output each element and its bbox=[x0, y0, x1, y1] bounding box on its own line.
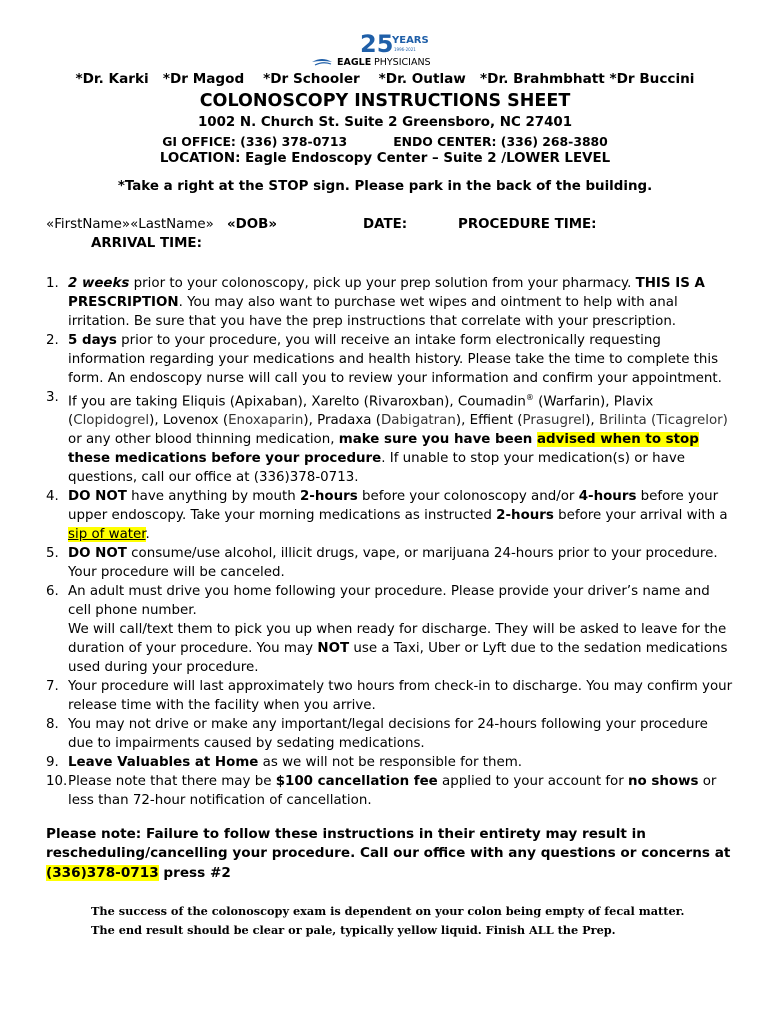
prep-success-note: The success of the colonoscopy exam is dependent on your colon being empty of fecal matter. The end result should be clear or pale, typically yellow liquid. Finish ALL the Prep. bbox=[91, 904, 685, 937]
closing-note bbox=[46, 825, 736, 883]
item-text: ), Lovenox ( bbox=[149, 413, 229, 429]
arrival-time-label: ARRIVAL TIME: bbox=[91, 236, 202, 251]
item-number: 3. bbox=[46, 390, 59, 405]
item-text: You may not drive or make any important/legal decisions for 24-hours following your procedure due to impairments caused by sedating medications. bbox=[68, 717, 708, 752]
item-text: or less than 72-hour notification of cancellation. bbox=[68, 774, 717, 809]
list-item bbox=[46, 487, 736, 544]
item-number: 2. bbox=[46, 333, 59, 348]
item-text: Prasugrel bbox=[522, 413, 586, 429]
location-line bbox=[0, 151, 770, 166]
item-text: ), Pradaxa ( bbox=[303, 413, 381, 429]
item-text: DO NOT bbox=[68, 546, 127, 562]
item-text: Leave Valuables at Home bbox=[68, 755, 259, 771]
eagle-icon bbox=[312, 59, 332, 65]
phone-numbers bbox=[0, 134, 770, 149]
item-text: Brilinta (Ticagrelor) bbox=[598, 413, 728, 429]
item-text: $100 cancellation fee bbox=[275, 774, 438, 790]
page-title: COLONOSCOPY INSTRUCTIONS SHEET bbox=[199, 91, 571, 111]
item-text: (Warfarin), Plavix ( bbox=[68, 394, 654, 429]
item-text: Please note that there may be bbox=[68, 774, 276, 790]
item-text: use a Taxi, Uber or Lyft due to the sedation medications used during your procedure. bbox=[68, 641, 728, 676]
list-item bbox=[46, 274, 736, 331]
location-label: LOCATION bbox=[159, 151, 236, 166]
item-text: 2-hours bbox=[496, 508, 554, 524]
item-text: 2 weeks bbox=[68, 276, 130, 291]
item-text: We will call/text them to pick you up when ready for discharge. They will be asked to leave for the duration of your procedure. You may bbox=[68, 622, 727, 657]
item-number: 7. bbox=[46, 679, 59, 695]
gi-office-phone: GI OFFICE: (336) 378-0713 bbox=[162, 134, 348, 149]
patient-name-fields: «FirstName»«LastName» bbox=[46, 217, 214, 232]
item-text: before your arrival with a bbox=[553, 508, 728, 524]
item-text: prior to your colonoscopy, pick up your prep solution from your pharmacy. bbox=[129, 276, 636, 291]
item-text: Your procedure will last approximately two hours from check-in to discharge. You may confirm your release time with the facility when you arrive. bbox=[68, 679, 733, 714]
highlighted-text: advised when to stop bbox=[537, 432, 699, 448]
item-text: no shows bbox=[628, 774, 699, 790]
item-text: DO NOT bbox=[68, 489, 127, 505]
item-number: 4. bbox=[46, 489, 59, 505]
item-number: 1. bbox=[46, 276, 59, 291]
eagle-physicians-logo bbox=[310, 28, 490, 70]
list-item bbox=[46, 715, 736, 753]
clinic-address: 1002 N. Church St. Suite 2 Greensboro, NC 27401 bbox=[197, 115, 573, 130]
item-text: or any other blood thinning medication, bbox=[68, 432, 339, 448]
item-text: THIS IS A PRESCRIPTION bbox=[68, 276, 705, 310]
procedure-time-label: PROCEDURE TIME: bbox=[458, 217, 597, 232]
doctors-list: *Dr. Karki *Dr Magod *Dr Schooler *Dr. Outlaw *Dr. Brahmbhatt *Dr Buccini bbox=[75, 71, 695, 87]
list-item bbox=[46, 677, 736, 715]
item-text: Enoxaparin bbox=[228, 413, 304, 429]
item-number: 10. bbox=[46, 774, 68, 790]
item-text: NOT bbox=[317, 641, 350, 657]
closing-note-text: press #2 bbox=[158, 864, 231, 881]
item-text: make sure you have been bbox=[338, 432, 537, 448]
item-number: 8. bbox=[46, 717, 59, 733]
item-text: 4-hours bbox=[578, 489, 637, 505]
item-text: have anything by mouth bbox=[126, 489, 300, 505]
item-text: . You may also want to purchase wet wipes and ointment to help with anal irritation. Be sure that you have the prep instructions that correlate with your prescription. bbox=[68, 295, 678, 329]
logo-years-number: 25 bbox=[360, 30, 394, 58]
list-item bbox=[46, 772, 736, 810]
list-item bbox=[46, 582, 736, 677]
item-text: 5 days bbox=[68, 333, 117, 348]
item-number: 5. bbox=[46, 546, 59, 562]
item-text: An adult must drive you home following your procedure. Please provide your driver’s name and cell phone number. bbox=[68, 584, 710, 619]
item-text: prior to your procedure, you will receive an intake form electronically requesting information regarding your medications and health history. Please take the time to complete this form. An endoscopy nurse will call you to review your information and confirm your appointment. bbox=[68, 333, 722, 386]
list-item bbox=[46, 331, 736, 388]
item-text: as we will not be responsible for them. bbox=[258, 755, 523, 771]
highlighted-text: sip of water bbox=[68, 527, 146, 543]
office-phone-highlight: (336)378-0713 bbox=[46, 864, 159, 881]
endo-center-phone: ENDO CENTER: (336) 268-3880 bbox=[393, 134, 608, 149]
item-text: before your colonoscopy and/or bbox=[357, 489, 579, 505]
item-text: these medications before your procedure bbox=[68, 451, 382, 467]
item-text: applied to your account for bbox=[437, 774, 629, 790]
parking-note: *Take a right at the STOP sign. Please park in the back of the building. bbox=[117, 179, 653, 194]
item-number: 6. bbox=[46, 584, 59, 600]
item-text: . bbox=[145, 527, 150, 543]
logo-brand-rest: PHYSICIANS bbox=[374, 57, 431, 68]
patient-dob-field: «DOB» bbox=[227, 217, 278, 232]
closing-note-text: Please note: Failure to follow these instructions in their entirety may result in rescheduling/cancelling your procedure. Call our office with any questions or concerns at bbox=[46, 826, 731, 862]
list-item bbox=[46, 753, 736, 772]
item-text: ), Effient ( bbox=[455, 413, 523, 429]
item-text: . If unable to stop your medication(s) or have questions, call our office at (336)378-0713. bbox=[68, 451, 686, 486]
logo-years-word: YEARS bbox=[392, 35, 429, 46]
registered-mark: ® bbox=[525, 393, 534, 402]
logo-years-range: 1996-2021 bbox=[394, 47, 416, 52]
item-text: before your upper endoscopy. Take your morning medications as instructed bbox=[68, 489, 719, 524]
date-label: DATE: bbox=[363, 217, 408, 232]
item-text: consume/use alcohol, illicit drugs, vape, or marijuana 24-hours prior to your procedure. Your procedure will be canceled. bbox=[68, 546, 718, 581]
item-text: 2-hours bbox=[299, 489, 358, 505]
list-item bbox=[46, 388, 736, 487]
item-text: If you are taking Eliquis (Apixaban), Xarelto (Rivaroxban), Coumadin bbox=[68, 394, 526, 410]
item-text: Dabigatran bbox=[380, 413, 456, 429]
logo-brand-bold: EAGLE bbox=[337, 57, 372, 68]
item-text: Clopidogrel bbox=[73, 413, 150, 429]
instructions-list bbox=[46, 274, 736, 810]
location-value: : Eagle Endoscopy Center – Suite 2 /LOWER LEVEL bbox=[235, 151, 611, 166]
list-item bbox=[46, 544, 736, 582]
item-text: ), bbox=[585, 413, 599, 429]
item-number: 9. bbox=[46, 755, 59, 771]
